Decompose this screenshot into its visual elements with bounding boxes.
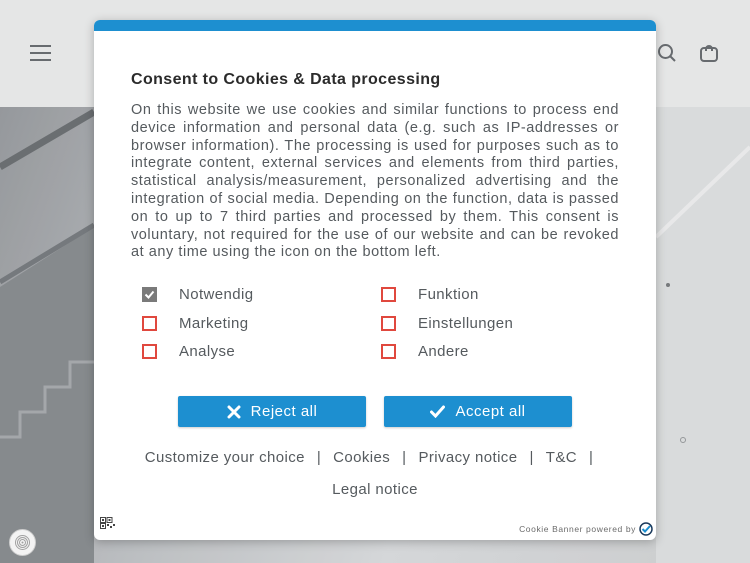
- accept-all-label: Accept all: [455, 403, 526, 420]
- dialog-accent-bar: [94, 20, 656, 31]
- link-separator: |: [529, 449, 534, 466]
- checkmark-icon: [430, 405, 445, 418]
- category-label: Andere: [418, 342, 469, 360]
- accept-all-button[interactable]: [384, 396, 572, 427]
- cookies-link[interactable]: Cookies: [333, 449, 391, 466]
- link-separator: |: [588, 449, 594, 466]
- cookie-consent-dialog: [94, 20, 656, 540]
- legal-notice-link[interactable]: Legal notice: [332, 481, 418, 498]
- checkbox-icon[interactable]: [381, 344, 396, 359]
- privacy-notice-link[interactable]: Privacy notice: [418, 449, 518, 466]
- reject-all-button[interactable]: [178, 396, 366, 427]
- qr-code-icon[interactable]: [100, 517, 115, 529]
- category-funktion[interactable]: [381, 284, 479, 304]
- category-andere[interactable]: [381, 341, 469, 361]
- category-analyse[interactable]: [142, 341, 235, 361]
- checkmark-badge-icon[interactable]: [639, 522, 653, 536]
- reject-all-label: Reject all: [250, 403, 318, 420]
- powered-by-text: Cookie Banner powered by: [519, 524, 636, 534]
- checkbox-icon[interactable]: [142, 316, 157, 331]
- category-notwendig[interactable]: [142, 284, 253, 304]
- category-einstellungen[interactable]: [381, 313, 513, 333]
- checkbox-icon[interactable]: [381, 287, 396, 302]
- dialog-description: On this website we use cookies and similar functions to process end device information and personal data (e.g. such as IP-addresses or browser information). The processing is used for purposes such as to integrate content, external services and elements from third parties, statistical analysis/measurement, personalized advertising and the integration of social media. Depending on the function, data is passed on to up to 7 third parties and processed by them. This consent is voluntary, not required for the use of our website and can be revoked at any time using the icon on the bottom left.: [131, 102, 619, 261]
- customize-link[interactable]: Customize your choice: [144, 449, 305, 466]
- tc-link[interactable]: T&C: [545, 449, 577, 466]
- dialog-title: Consent to Cookies & Data processing: [131, 71, 441, 88]
- checkbox-checked-icon[interactable]: [142, 287, 157, 302]
- checkbox-icon[interactable]: [142, 344, 157, 359]
- footer-links: [94, 442, 656, 506]
- x-icon: [227, 405, 241, 419]
- category-label: Analyse: [179, 342, 236, 360]
- category-marketing[interactable]: [142, 313, 248, 333]
- category-label: Marketing: [179, 314, 249, 332]
- category-label: Einstellungen: [418, 314, 514, 332]
- link-separator: |: [402, 449, 407, 466]
- checkbox-icon[interactable]: [381, 316, 396, 331]
- link-separator: |: [316, 449, 322, 466]
- category-label: Notwendig: [179, 285, 254, 303]
- category-label: Funktion: [418, 285, 479, 303]
